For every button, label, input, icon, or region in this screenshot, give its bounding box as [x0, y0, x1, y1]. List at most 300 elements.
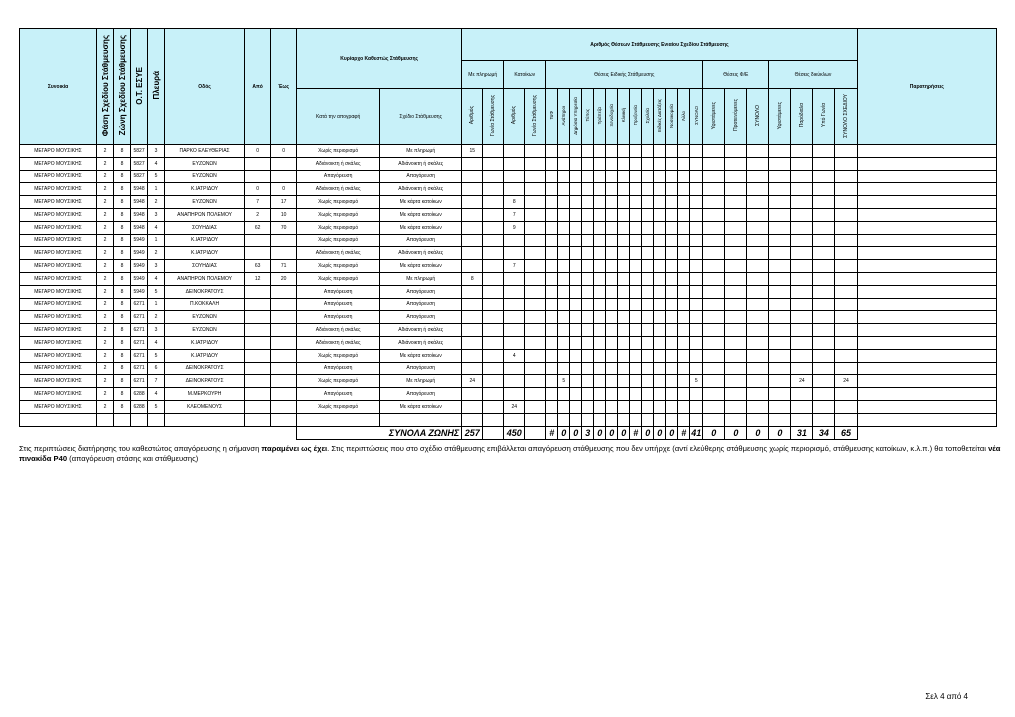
cell-zoni: [114, 413, 131, 426]
cell-eid-anapiroi: [558, 388, 570, 401]
cell-eid-10: [666, 145, 678, 158]
cell-eid-4: [594, 145, 606, 158]
cell-fe-1: [725, 208, 747, 221]
note-part2: . Στις περιπτώσεις που στο σχέδιο στάθμευσης επιβάλλεται απαγόρευση στάθμευσης που δεν υπήρχε (αντί ελεύθερης στάθμευσης χωρίς περιορισμό, στάθμευσης κατοίκων, κ.λ.π.) θα τοποθετείται: [327, 444, 989, 453]
cell-eid-3: [582, 221, 594, 234]
cell-dik-1: [791, 336, 813, 349]
cell-paratiriseis: [857, 221, 996, 234]
cell-eid-taf: [546, 375, 558, 388]
cell-fe-1: [725, 311, 747, 324]
cell-res-gonia: [525, 145, 546, 158]
cell-dik-0: [769, 413, 791, 426]
cell-eid-6: [618, 221, 630, 234]
cell-pleura: 5: [148, 170, 165, 183]
header-paratiriseis: Παρατηρήσεις: [857, 29, 996, 145]
cell-kata-apografi: Απαγόρευση: [297, 298, 380, 311]
cell-eid-taf: [546, 260, 558, 273]
cell-eid-8: [642, 170, 654, 183]
cell-eid-8: [642, 375, 654, 388]
cell-res-gonia: [525, 388, 546, 401]
cell-odos: Π.ΚΟΚΚΑΛΗ: [165, 298, 245, 311]
cell-pleura: 5: [148, 400, 165, 413]
totals-cell: 0: [769, 426, 791, 439]
cell-eid-3: [582, 145, 594, 158]
cell-kata-apografi: Αδιάνοικτη ή σκάλες: [297, 336, 380, 349]
cell-eid-total: [690, 221, 703, 234]
cell-eid-11: [678, 272, 690, 285]
cell-pay-gonia: [483, 272, 504, 285]
cell-eid-4: [594, 247, 606, 260]
table-row: [20, 298, 997, 311]
cell-dik-0: [769, 324, 791, 337]
subheader-eid-4: Τράπεζα: [594, 89, 606, 145]
cell-synoikia: ΜΕΓΑΡΟ ΜΟΥΣΙΚΗΣ: [20, 196, 97, 209]
cell-eid-5: [606, 247, 618, 260]
cell-dik-0: [769, 145, 791, 158]
cell-fe-0: [703, 375, 725, 388]
cell-fasi: 2: [97, 349, 114, 362]
cell-eid-4: [594, 234, 606, 247]
cell-fe-2: [747, 260, 769, 273]
cell-eid-8: [642, 285, 654, 298]
cell-eid-7: [630, 272, 642, 285]
cell-eid-total: [690, 234, 703, 247]
cell-eid-10: [666, 362, 678, 375]
cell-synoikia: ΜΕΓΑΡΟ ΜΟΥΣΙΚΗΣ: [20, 260, 97, 273]
cell-fe-0: [703, 362, 725, 375]
cell-fasi: 2: [97, 336, 114, 349]
cell-pay-arithmos: 8: [462, 272, 483, 285]
cell-paratiriseis: [857, 234, 996, 247]
cell-eid-8: [642, 196, 654, 209]
cell-res-arithmos: 9: [504, 221, 525, 234]
cell-eid-5: [606, 362, 618, 375]
cell-eid-4: [594, 400, 606, 413]
cell-eid-2: [570, 413, 582, 426]
cell-eos: [271, 336, 297, 349]
cell-eid-taf: [546, 285, 558, 298]
cell-eid-8: [642, 183, 654, 196]
cell-pleura: 6: [148, 362, 165, 375]
cell-eid-taf: [546, 247, 558, 260]
cell-eid-taf: [546, 196, 558, 209]
cell-odos: ΚΛΕΟΜΕΝΟΥΣ: [165, 400, 245, 413]
cell-eid-total: [690, 324, 703, 337]
cell-dik-1: [791, 145, 813, 158]
cell-paratiriseis: [857, 170, 996, 183]
cell-eid-8: [642, 208, 654, 221]
cell-eid-2: [570, 170, 582, 183]
table-row: [20, 183, 997, 196]
cell-eid-6: [618, 196, 630, 209]
cell-eos: [271, 234, 297, 247]
cell-dik-total: [835, 157, 857, 170]
cell-pay-arithmos: [462, 298, 483, 311]
cell-res-arithmos: [504, 234, 525, 247]
cell-res-arithmos: [504, 298, 525, 311]
cell-dik-0: [769, 260, 791, 273]
cell-eid-5: [606, 375, 618, 388]
table-row: [20, 324, 997, 337]
cell-eid-10: [666, 349, 678, 362]
cell-eos: [271, 247, 297, 260]
cell-eos: [271, 298, 297, 311]
cell-eid-2: [570, 183, 582, 196]
cell-sxedio: Με κάρτα κατοίκων: [380, 221, 462, 234]
cell-res-arithmos: 7: [504, 208, 525, 221]
cell-fe-1: [725, 375, 747, 388]
cell-eid-4: [594, 196, 606, 209]
subheader-eid-12: ΣΥΝΟΛΟ: [690, 89, 703, 145]
cell-sxedio: Με πληρωμή: [380, 145, 462, 158]
cell-pay-gonia: [483, 375, 504, 388]
cell-fasi: 2: [97, 298, 114, 311]
cell-res-arithmos: [504, 375, 525, 388]
cell-eid-3: [582, 157, 594, 170]
cell-res-arithmos: 8: [504, 196, 525, 209]
cell-eid-6: [618, 272, 630, 285]
cell-eid-10: [666, 221, 678, 234]
cell-kata-apografi: Απαγόρευση: [297, 311, 380, 324]
cell-eid-11: [678, 208, 690, 221]
cell-paratiriseis: [857, 298, 996, 311]
cell-paratiriseis: [857, 157, 996, 170]
cell-eid-total: [690, 157, 703, 170]
cell-apo: [245, 362, 271, 375]
cell-eid-2: [570, 311, 582, 324]
cell-eid-10: [666, 375, 678, 388]
cell-sxedio: Με πληρωμή: [380, 375, 462, 388]
totals-cell: 65: [835, 426, 857, 439]
cell-dik-2: [813, 362, 835, 375]
cell-kata-apografi: [297, 413, 380, 426]
cell-eid-3: [582, 260, 594, 273]
cell-eid-11: [678, 157, 690, 170]
cell-eid-3: [582, 208, 594, 221]
cell-ot: 5948: [131, 221, 148, 234]
cell-eid-6: [618, 413, 630, 426]
cell-res-gonia: [525, 196, 546, 209]
cell-pay-gonia: [483, 298, 504, 311]
totals-cell: [525, 426, 546, 439]
cell-eid-9: [654, 285, 666, 298]
cell-paratiriseis: [857, 285, 996, 298]
cell-eos: [271, 362, 297, 375]
cell-eid-4: [594, 170, 606, 183]
cell-pay-arithmos: 24: [462, 375, 483, 388]
cell-res-gonia: [525, 311, 546, 324]
cell-fe-0: [703, 324, 725, 337]
cell-pay-arithmos: [462, 362, 483, 375]
cell-dik-0: [769, 336, 791, 349]
cell-fe-2: [747, 336, 769, 349]
cell-ot: 5949: [131, 247, 148, 260]
cell-eid-7: [630, 362, 642, 375]
cell-fe-0: [703, 247, 725, 260]
cell-eid-7: [630, 196, 642, 209]
cell-odos: ΣΟΥΗΔΙΑΣ: [165, 221, 245, 234]
cell-eid-11: [678, 349, 690, 362]
subheader-eid-9: Ειδικές Διατάξεις: [654, 89, 666, 145]
cell-eid-8: [642, 272, 654, 285]
cell-eid-3: [582, 247, 594, 260]
cell-sxedio: Απαγόρευση: [380, 362, 462, 375]
cell-pay-gonia: [483, 336, 504, 349]
cell-dik-1: [791, 388, 813, 401]
totals-cell: 34: [813, 426, 835, 439]
cell-odos: ΕΥΖΩΝΩΝ: [165, 324, 245, 337]
cell-synoikia: ΜΕΓΑΡΟ ΜΟΥΣΙΚΗΣ: [20, 145, 97, 158]
cell-eid-total: 5: [690, 375, 703, 388]
cell-eid-4: [594, 311, 606, 324]
cell-dik-total: [835, 247, 857, 260]
cell-eid-4: [594, 375, 606, 388]
cell-dik-2: [813, 336, 835, 349]
cell-paratiriseis: [857, 349, 996, 362]
cell-eid-4: [594, 183, 606, 196]
cell-apo: [245, 375, 271, 388]
cell-pleura: 4: [148, 336, 165, 349]
cell-eid-anapiroi: [558, 145, 570, 158]
cell-dik-2: [813, 145, 835, 158]
cell-dik-0: [769, 183, 791, 196]
cell-eid-7: [630, 375, 642, 388]
cell-eid-taf: [546, 362, 558, 375]
cell-pay-gonia: [483, 183, 504, 196]
cell-synoikia: ΜΕΓΑΡΟ ΜΟΥΣΙΚΗΣ: [20, 336, 97, 349]
cell-eid-8: [642, 298, 654, 311]
cell-pay-arithmos: [462, 260, 483, 273]
subheader-res-gonia: Γωνία Στάθμευσης: [525, 89, 546, 145]
cell-dik-2: [813, 400, 835, 413]
cell-pleura: 4: [148, 221, 165, 234]
cell-fe-1: [725, 388, 747, 401]
header-sxedio: Σχέδιο Στάθμευσης: [380, 89, 462, 145]
cell-eid-2: [570, 221, 582, 234]
cell-kata-apografi: Αδιάνοικτη ή σκάλες: [297, 183, 380, 196]
cell-kata-apografi: Χωρίς περιορισμό: [297, 349, 380, 362]
subheader-dik-3: ΣΥΝΟΛΟ ΣΧΕΔΙΟΥ: [835, 89, 857, 145]
cell-eid-5: [606, 234, 618, 247]
cell-dik-0: [769, 362, 791, 375]
cell-pay-gonia: [483, 247, 504, 260]
totals-label: ΣΥΝΟΛΑ ΖΩΝΗΣ: [297, 426, 462, 439]
cell-eid-2: [570, 375, 582, 388]
cell-fe-2: [747, 413, 769, 426]
cell-pay-gonia: [483, 221, 504, 234]
cell-apo: [245, 349, 271, 362]
cell-pleura: [148, 413, 165, 426]
cell-apo: 2: [245, 208, 271, 221]
cell-kata-apografi: Απαγόρευση: [297, 170, 380, 183]
cell-eid-6: [618, 260, 630, 273]
cell-eid-11: [678, 375, 690, 388]
cell-sxedio: Αδιάνοικτη ή σκάλες: [380, 183, 462, 196]
cell-synoikia: ΜΕΓΑΡΟ ΜΟΥΣΙΚΗΣ: [20, 183, 97, 196]
cell-dik-0: [769, 157, 791, 170]
cell-eid-8: [642, 349, 654, 362]
cell-eid-7: [630, 145, 642, 158]
cell-pleura: 3: [148, 145, 165, 158]
cell-pleura: 5: [148, 349, 165, 362]
header-kyriarxo: Κυρίαρχο Καθεστώς Στάθμευσης: [297, 29, 462, 89]
cell-dik-2: [813, 285, 835, 298]
cell-eid-taf: [546, 298, 558, 311]
cell-dik-0: [769, 247, 791, 260]
cell-fe-2: [747, 298, 769, 311]
cell-eid-4: [594, 298, 606, 311]
cell-odos: ΕΥΖΩΝΩΝ: [165, 311, 245, 324]
cell-eid-7: [630, 221, 642, 234]
cell-fe-0: [703, 157, 725, 170]
cell-res-gonia: [525, 170, 546, 183]
cell-eid-9: [654, 362, 666, 375]
cell-eid-3: [582, 400, 594, 413]
cell-pleura: 2: [148, 196, 165, 209]
cell-dik-2: [813, 260, 835, 273]
cell-fe-2: [747, 388, 769, 401]
cell-ot: 6271: [131, 349, 148, 362]
cell-fe-0: [703, 349, 725, 362]
cell-odos: ΕΥΖΩΝΩΝ: [165, 170, 245, 183]
cell-dik-0: [769, 375, 791, 388]
cell-kata-apografi: Απαγόρευση: [297, 362, 380, 375]
cell-eid-5: [606, 272, 618, 285]
cell-zoni: 8: [114, 196, 131, 209]
cell-pay-gonia: [483, 400, 504, 413]
cell-apo: [245, 336, 271, 349]
cell-fasi: 2: [97, 145, 114, 158]
cell-dik-2: [813, 311, 835, 324]
cell-fe-2: [747, 234, 769, 247]
cell-dik-total: [835, 388, 857, 401]
cell-fasi: 2: [97, 285, 114, 298]
cell-ot: 5948: [131, 183, 148, 196]
cell-pay-gonia: [483, 362, 504, 375]
cell-eid-11: [678, 260, 690, 273]
cell-fe-1: [725, 298, 747, 311]
cell-fasi: 2: [97, 400, 114, 413]
cell-eid-2: [570, 298, 582, 311]
cell-eid-taf: [546, 157, 558, 170]
cell-eid-taf: [546, 336, 558, 349]
cell-eos: [271, 324, 297, 337]
cell-res-gonia: [525, 234, 546, 247]
cell-dik-1: [791, 247, 813, 260]
cell-eid-11: [678, 170, 690, 183]
cell-pay-gonia: [483, 157, 504, 170]
cell-dik-0: [769, 298, 791, 311]
cell-fe-0: [703, 285, 725, 298]
cell-fe-0: [703, 260, 725, 273]
totals-spacer-end: [857, 426, 996, 439]
cell-eid-7: [630, 388, 642, 401]
cell-res-gonia: [525, 247, 546, 260]
cell-eid-3: [582, 349, 594, 362]
cell-pleura: 4: [148, 388, 165, 401]
cell-res-arithmos: [504, 285, 525, 298]
cell-zoni: 8: [114, 170, 131, 183]
cell-eid-total: [690, 260, 703, 273]
cell-eid-4: [594, 324, 606, 337]
cell-dik-1: [791, 157, 813, 170]
cell-eid-8: [642, 234, 654, 247]
cell-eid-8: [642, 400, 654, 413]
cell-pay-arithmos: [462, 413, 483, 426]
cell-paratiriseis: [857, 336, 996, 349]
cell-eos: [271, 375, 297, 388]
cell-eid-taf: [546, 311, 558, 324]
cell-fasi: 2: [97, 272, 114, 285]
cell-res-arithmos: [504, 388, 525, 401]
cell-eid-taf: [546, 388, 558, 401]
totals-cell: 0: [666, 426, 678, 439]
cell-dik-1: [791, 272, 813, 285]
cell-eid-11: [678, 145, 690, 158]
cell-fe-1: [725, 336, 747, 349]
cell-fe-1: [725, 157, 747, 170]
cell-eid-5: [606, 157, 618, 170]
cell-res-gonia: [525, 336, 546, 349]
cell-pay-gonia: [483, 349, 504, 362]
subheader-eid-7: Προξενεία: [630, 89, 642, 145]
cell-apo: [245, 170, 271, 183]
cell-eid-2: [570, 208, 582, 221]
cell-dik-total: [835, 183, 857, 196]
cell-eid-9: [654, 157, 666, 170]
cell-res-arithmos: 4: [504, 349, 525, 362]
cell-fe-0: [703, 145, 725, 158]
cell-eid-6: [618, 170, 630, 183]
cell-eid-6: [618, 298, 630, 311]
table-row: [20, 413, 997, 426]
cell-dik-2: [813, 375, 835, 388]
cell-fe-0: [703, 208, 725, 221]
cell-eid-2: [570, 145, 582, 158]
cell-res-gonia: [525, 260, 546, 273]
cell-fasi: 2: [97, 234, 114, 247]
totals-cell: 0: [747, 426, 769, 439]
cell-sxedio: Με κάρτα κατοίκων: [380, 208, 462, 221]
cell-fasi: 2: [97, 324, 114, 337]
cell-eid-total: [690, 183, 703, 196]
subheader-eid-6: Κλινική: [618, 89, 630, 145]
cell-synoikia: ΜΕΓΑΡΟ ΜΟΥΣΙΚΗΣ: [20, 285, 97, 298]
cell-pay-gonia: [483, 388, 504, 401]
cell-fe-2: [747, 221, 769, 234]
table-row: [20, 170, 997, 183]
cell-eid-4: [594, 272, 606, 285]
cell-fasi: 2: [97, 247, 114, 260]
totals-cell: 450: [504, 426, 525, 439]
cell-eid-7: [630, 285, 642, 298]
cell-dik-0: [769, 400, 791, 413]
cell-synoikia: ΜΕΓΑΡΟ ΜΟΥΣΙΚΗΣ: [20, 400, 97, 413]
cell-eid-3: [582, 336, 594, 349]
cell-eid-10: [666, 272, 678, 285]
cell-sxedio: Απαγόρευση: [380, 311, 462, 324]
cell-dik-0: [769, 208, 791, 221]
subheader-fe-2: ΣΥΝΟΛΟ: [747, 89, 769, 145]
cell-zoni: 8: [114, 311, 131, 324]
cell-fe-1: [725, 183, 747, 196]
cell-eid-2: [570, 247, 582, 260]
cell-res-gonia: [525, 183, 546, 196]
cell-eid-2: [570, 234, 582, 247]
cell-zoni: 8: [114, 400, 131, 413]
cell-pleura: 2: [148, 311, 165, 324]
table-row: [20, 196, 997, 209]
